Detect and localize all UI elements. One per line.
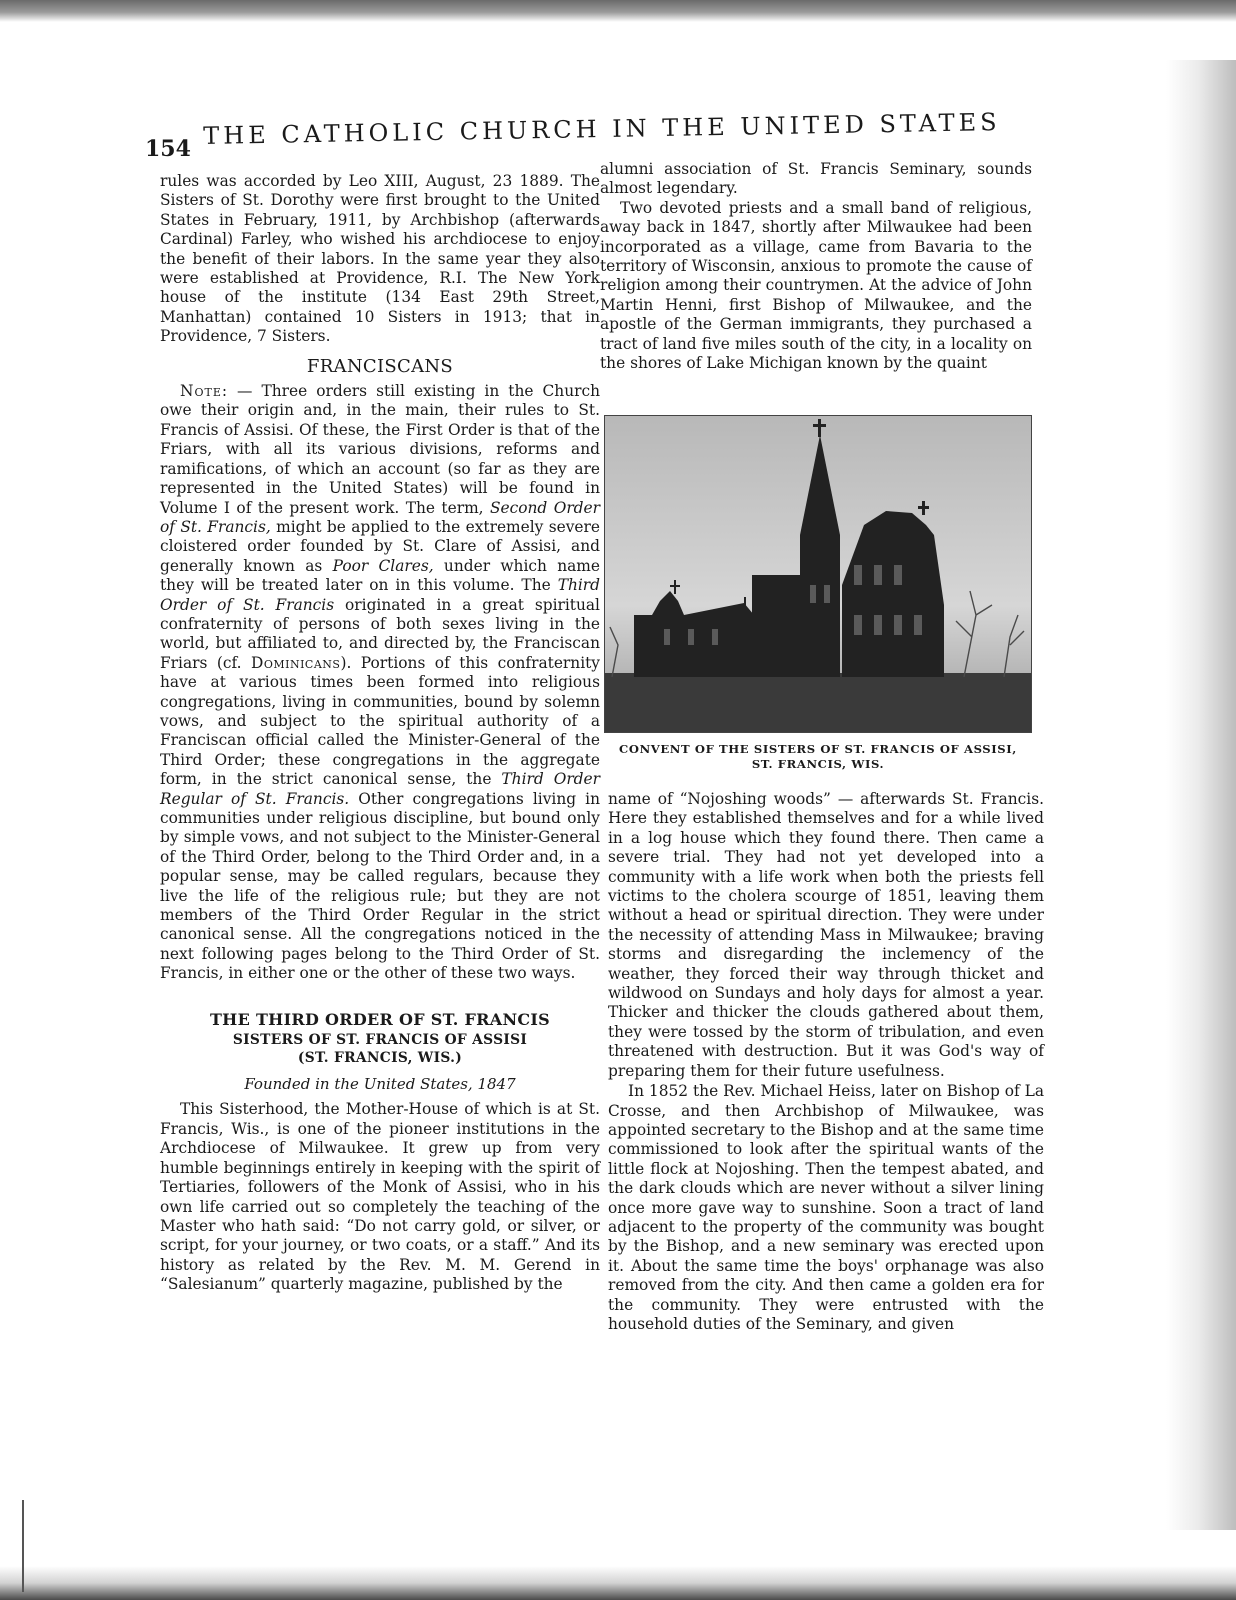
nojoshing-continuation: name of “Nojoshing woods” — afterwards St. Francis. Here they established themselves and for a while lived in a log house which they found there. Then came a severe trial. They had not yet developed into a community with a life work when both the priests fell victims to the cholera scourge of 1851, leaving them without a head or spiritual direction. They were under the necessity of attending Mass in Milwaukee; braving storms and disregarding the inclemency of the weather, they forced their way through thicket and wildwood on Sundays and holy days for almost a year. Thicker and thicker the clouds gathered about them, they were tossed by the storm of tribulation, and even threatened with destruction. But it was God's way of preparing them for their future usefulness. xyxy=(608,790,1044,1080)
sisters-heading: SISTERS OF ST. FRANCIS OF ASSISI xyxy=(232,1032,528,1049)
sisters-of-st-dorothy-continuation: rules was accorded by Leo XIII, August, 23 1889. The Sisters of St. Dorothy were first brought to the United States in February, 1911, by Archbishop (afterwards Cardinal) Farley, who wished his archdiocese to enjoy the benefit of their labors. In the same year they also were established at Providence, R.I. The New York house of the institute (134 East 29th Street, Manhattan) contained 10 Sisters in 1913; that in Providence, 7 Sisters. xyxy=(160,172,600,346)
caption-line-1: CONVENT OF THE SISTERS OF ST. FRANCIS OF ASSISI, xyxy=(619,742,1017,756)
running-title: THE CATHOLIC CHURCH IN THE UNITED STATES xyxy=(203,108,1001,150)
salesianum-continuation: alumni association of St. Francis Seminary, sounds almost legendary. xyxy=(600,160,1032,198)
note-paragraph: Note: — Three orders still existing in the Church owe their origin and, in the main, their rules to St. Francis of Assisi. Of these, the First Order is that of the Friars, with all its various divisions, reforms and ramifications, of which an account (so far as they are represented in the United States) will be found in Volume I of the present work. The term, Second Order of St. Francis, might be applied to the extremely severe cloistered order founded by St. Clare of Assisi, and generally known as Poor Clares, under which name they will be treated later on in this volume. The Third Order of St. Francis originated in a great spiritual confraternity of persons of both sexes living in the world, but affiliated to, and directed by, the Franciscan Friars (cf. Dominicans). Portions of this confraternity have at various times been formed into religious congregations, living in communities, bound by solemn vows, and subject to the spiritual authority of a Franciscan official called the Minister-General of the Third Order; these congregations in the aggregate form, in the strict canonical sense, the Third Order Regular of St. Francis. Other congregations living in communities under religious discipline, but bound only by simple vows, and not subject to the Minister-General of the Third Order, belong to the Third Order and, in a popular sense, may be called regulars, because they live the life of the religious rule; but they are not members of the Third Order Regular in the strict canonical sense. All the congregations noticed in the next following pages belong to the Third Order of St. Francis, in either one or the other of these two ways. xyxy=(160,382,601,983)
sisters-location-heading: (ST. FRANCIS, WIS.) xyxy=(297,1050,463,1067)
founding-paragraph: Two devoted priests and a small band of religious, away back in 1847, shortly after Milwaukee had been incorporated as a village, came from Bavaria to the territory of Wisconsin, anxious to promote the cause of religion among their countrymen. At the advice of John Martin Henni, first Bishop of Milwaukee, and the apostle of the German immigrants, they purchased a tract of land five miles south of the city, in a locality on the shores of Lake Michigan known by the quaint xyxy=(600,198,1032,373)
scan-edge-bottom xyxy=(0,1566,1236,1600)
figure-caption xyxy=(596,742,1040,772)
third-order-heading: THE THIRD ORDER OF ST. FRANCIS xyxy=(209,1009,551,1029)
right-column-bottom xyxy=(608,790,1044,1335)
founded-subheading: Founded in the United States, 1847 xyxy=(244,1075,516,1094)
scan-edge-left xyxy=(22,1500,24,1592)
left-column xyxy=(160,172,600,1295)
franciscans-heading: FRANCISCANS xyxy=(306,355,454,377)
sisterhood-paragraph: This Sisterhood, the Mother-House of which is at St. Francis, Wis., is one of the pioneer institutions in the Archdiocese of Milwaukee. It grew up from very humble beginnings entirely in keeping with the spirit of Tertiaries, followers of the Monk of Assisi, who in his own life carried out so completely the teaching of the Master who hath said: “Do not carry gold, or silver, or script, for your journey, or two coats, or a staff.” And its history as related by the Rev. M. M. Gerend in “Salesianum” quarterly magazine, published by the xyxy=(160,1100,600,1294)
note-label: Note: xyxy=(180,382,229,401)
page-number: 154 xyxy=(145,136,191,162)
scan-edge-top xyxy=(0,0,1236,22)
convent-photograph xyxy=(604,415,1032,733)
right-column-top xyxy=(600,160,1032,373)
scan-edge-right xyxy=(1166,60,1236,1530)
dominicans-cross-reference: Dominicans xyxy=(250,653,341,672)
heiss-paragraph: In 1852 the Rev. Michael Heiss, later on Bishop of La Crosse, and then Archbishop of Milwaukee, was appointed secretary to the Bishop and at the same time commissioned to look after the spiritual wants of the little flock at Nojoshing. Then the tempest abated, and the dark clouds which are never without a silver lining once more gave way to sunshine. Soon a tract of land adjacent to the property of the community was bought by the Bishop, and a new seminary was erected upon it. About the same time the boys' orphanage was also removed from the city. And then came a golden era for the community. They were entrusted with the household duties of the Seminary, and given xyxy=(608,1082,1044,1333)
caption-line-2: ST. FRANCIS, WIS. xyxy=(751,757,885,771)
